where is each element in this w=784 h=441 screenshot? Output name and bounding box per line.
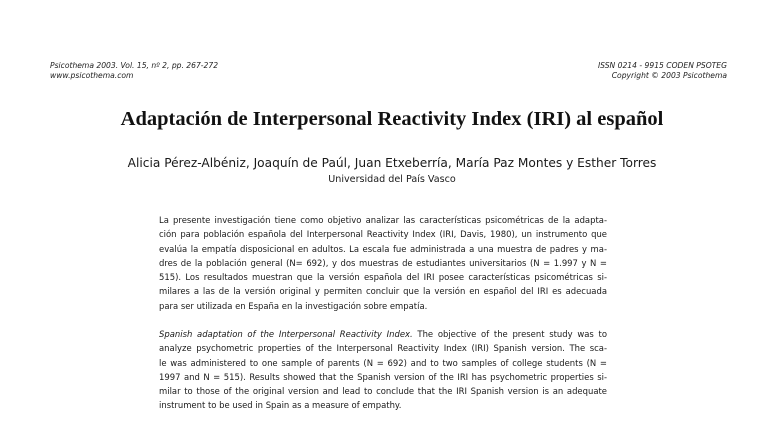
- abstract-english: [159, 327, 607, 413]
- journal-citation: Psicothema 2003. Vol. 15, nº 2, pp. 267-272: [50, 61, 219, 70]
- journal-website: www.psicothema.com: [50, 71, 134, 80]
- abstract-es-line: 515). Los resultados muestran que la versión española del IRI posee características psicométricas si-: [159, 272, 607, 283]
- copyright-line: Copyright © 2003 Psicothema: [611, 71, 727, 80]
- issn-line: ISSN 0214 - 9915 CODEN PSOTEG: [597, 61, 727, 70]
- abstract-es-line: ción para población española del Interpersonal Reactivity Index (IRI, Davis, 1980), un instrumento que: [159, 229, 607, 240]
- abstract-en-line: instrument to be used in Spain as a measure of empathy.: [159, 400, 402, 411]
- abstract-en-line: analyze psychometric properties of the Interpersonal Reactivity Index (IRI) Spanish version. The sca-: [159, 343, 607, 354]
- abstract-spanish: [159, 213, 607, 313]
- affiliation: Universidad del País Vasco: [328, 174, 456, 185]
- abstract-es-line: milares a las de la versión original y permiten concluir que la versión en español del IRI es adecuada: [159, 286, 607, 297]
- author-list: Alicia Pérez-Albéniz, Joaquín de Paúl, Juan Etxeberría, María Paz Montes y Esther Torres: [127, 156, 657, 170]
- abstract-es-line: La presente investigación tiene como objetivo analizar las características psicométricas de la adapta-: [159, 215, 607, 225]
- abstract-en-line: milar to those of the original version and lead to conclude that the IRI Spanish version is an adequate: [159, 386, 607, 397]
- abstract-es-line: para ser utilizada en España en la investigación sobre empatía.: [159, 300, 428, 311]
- abstract-en-line: 1997 and N = 515). Results showed that the Spanish version of the IRI has psychometric properties si-: [159, 371, 607, 382]
- abstract-en-title: Spanish adaptation of the Interpersonal Reactivity Index.: [159, 329, 413, 339]
- abstract-es-line: evalúa la empatía disposicional en adultos. La escala fue administrada a una muestra de padres y ma-: [159, 243, 607, 254]
- abstract-en-line-rest: The objective of the present study was to: [412, 329, 607, 339]
- abstract-en-line: le was administered to one sample of parents (N = 692) and to two samples of college students (N =: [159, 357, 607, 368]
- abstract-en-first-line: [159, 327, 607, 341]
- journal-header-left: [50, 61, 218, 81]
- abstract-es-line: dres de la población general (N= 692), y dos muestras de estudiantes universitarios (N = 1.997 y N =: [159, 257, 607, 268]
- journal-header-right: [598, 61, 727, 81]
- paper-title: Adaptación de Interpersonal Reactivity Index (IRI) al español: [120, 108, 664, 130]
